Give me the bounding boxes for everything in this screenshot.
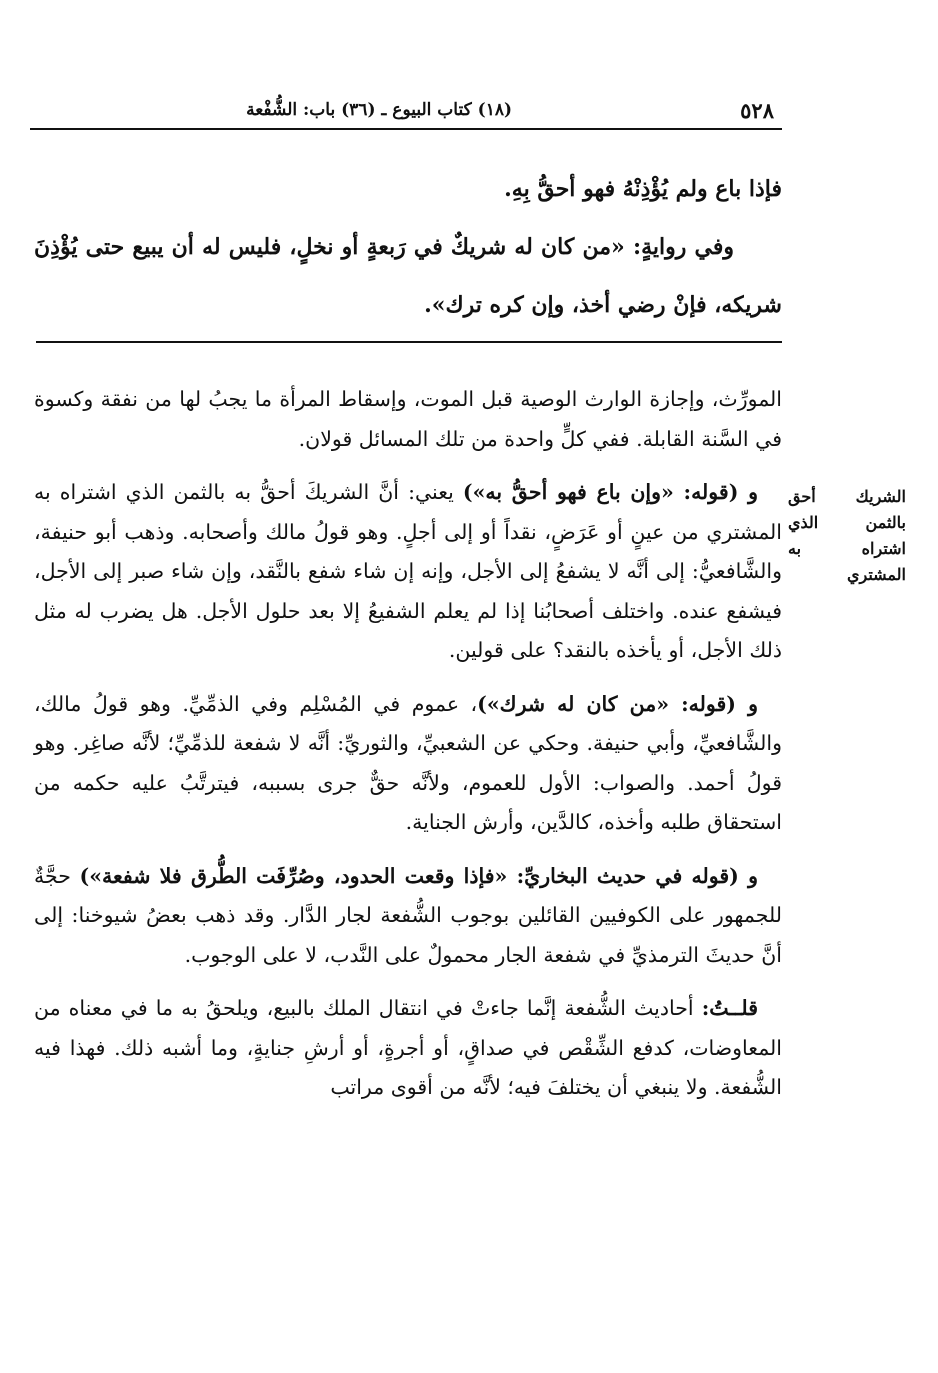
page-number: ٥٢٨ xyxy=(740,98,774,123)
commentary-paragraph xyxy=(34,857,782,976)
quoted-lead: و (قوله: «وإن باع فهو أحقُّ به») xyxy=(462,480,758,504)
commentary-paragraph: المورِّث، وإجازة الوارث الوصية قبل الموت، وإسقاط المرأة ما يجبُ لها من نفقة وكسوة في السَّنة القابلة. ففي كلٍّ واحدة من تلك المسائل قولان. xyxy=(34,387,782,451)
page-header xyxy=(30,92,782,130)
running-title: (١٨) كتاب البيوع ـ (٣٦) باب: الشُّفْعة xyxy=(246,100,512,120)
header-rule xyxy=(30,128,782,130)
commentary-paragraph xyxy=(34,473,782,671)
commentary-paragraph xyxy=(34,989,782,1108)
separator-rule xyxy=(36,341,782,343)
paragraph-text: حجَّةٌ للجمهور على الكوفيين القائلين بوجوب الشُّفعة لجار الدَّار. وقد ذهب بعضُ شيوخنا: إلى أنَّ حديثَ الترمذيِّ في شفعة الجار محمولٌ على النَّدب، لا على الوجوب. xyxy=(34,863,782,967)
paragraph-text: يعني: أنَّ الشريكَ أحقُّ به بالثمن الذي اشتراه به المشتري من عينٍ أو عَرَضٍ، نقداً أو إلى أجلٍ. وهو قولُ مالك وأصحابه. وذهب أبو حنيفة، والشَّافعيُّ: إلى أنَّه لا يشفعُ إلى الأجل، وإنه إن شاء شفع بالنَّقد، وإن شاء صبر إلى الأجل، فيشفع عنده. واختلف أصحابُنا إذا لم يعلم الشفيعُ إلا بعد حلول الأجل. هل يضرب له مثل ذلك الأجل، أو يأخذه بالنقد؟ على قولين. xyxy=(34,480,782,662)
quoted-lead: و (قوله: «من كان له شرك») xyxy=(477,691,758,716)
commentary-paragraph xyxy=(34,685,782,843)
paragraph-text: ، عموم في المُسْلِم وفي الذمِّيِّ. وهو قولُ مالك، والشَّافعيِّ، وأبي حنيفة. وحكي عن الشعبيِّ، والثوريِّ: أنَّه لا شفعة للذمِّيِّ؛ لأنَّه صاغِر. وهو قولُ أحمد. والصواب: الأول للعموم، ولأنَّه حقٌّ جرى بسببه، فيترتَّبُ عليه حكمه من استحقاق طلبه وأخذه، كالدَّين، وأرش الجناية. xyxy=(34,691,782,834)
quoted-lead: قلــتُ: xyxy=(701,996,758,1020)
quoted-lead: و (قوله في حديث البخاريِّ: «فإذا وقعت الحدود، وصُرِّفَت الطُّرق فلا شفعة») xyxy=(79,863,758,888)
commentary-text xyxy=(34,380,782,1122)
margin-note: الشريك أحق بالثمن الذي اشتراه به المشتري xyxy=(788,487,906,584)
hadith-variant-paragraph: وفي روايةٍ: «من كان له شريكٌ في رَبعةٍ أو نخلٍ، فليس له أن يبيع حتى يُؤْذِنَ شريكه، فإنْ رضي أخذ، وإن كره ترك». xyxy=(34,234,782,318)
hadith-line: فإذا باع ولم يُؤْذِنْهُ فهو أحقُّ بِهِ. xyxy=(504,176,782,202)
paragraph-text: أحاديث الشُّفعة إنَّما جاءتْ في انتقال الملك بالبيع، ويلحقُ به ما في معناه من المعاوضات، كدفع الشِّقْص في صداقٍ، أو أجرةٍ، أو أرشِ جنايةٍ، وما أشبه ذلك. فهذا فيه الشُّفعة. ولا ينبغي أن يختلفَ فيه؛ لأنَّه من أقوى مراتب xyxy=(34,996,782,1099)
hadith-text xyxy=(34,160,782,334)
